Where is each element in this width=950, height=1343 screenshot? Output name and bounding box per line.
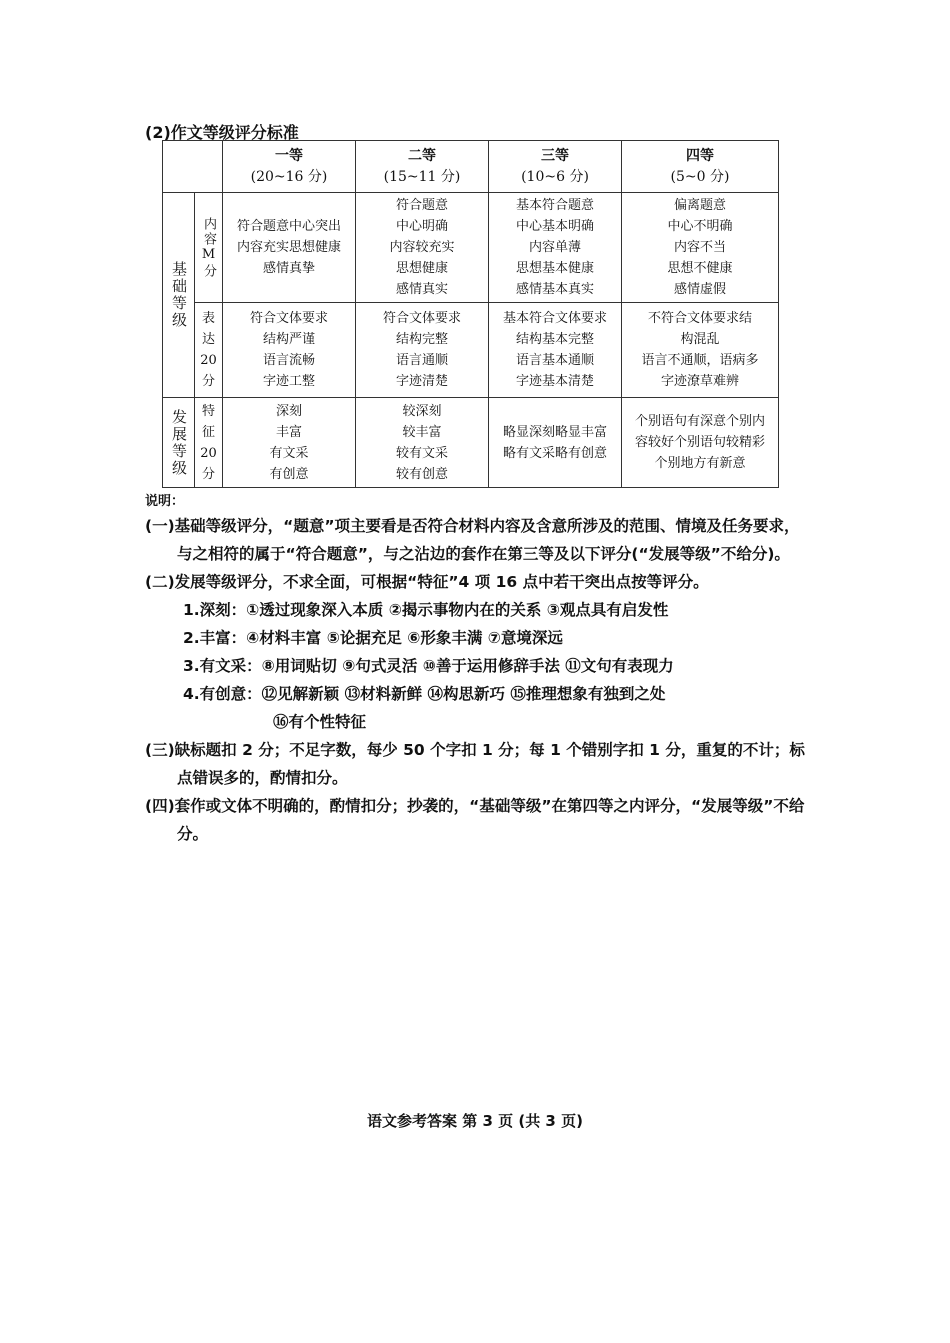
cell-line: 结构完整	[395, 332, 448, 347]
cell-line: 内容不当	[673, 240, 726, 255]
cell-line: 感情基本真实	[515, 282, 594, 297]
cell-line: 有创意	[269, 466, 309, 482]
cell-line: 中心不明确	[667, 219, 733, 234]
label-char: 20	[200, 445, 217, 461]
cell-line: 偏离题意	[673, 198, 726, 213]
content-level-4	[622, 193, 779, 303]
content-level-2	[356, 193, 489, 303]
cell-line: 较丰富	[402, 424, 442, 440]
header-level-2: 二等 (15~11 分)	[356, 141, 489, 193]
note-2-item-1: 1.深刻：①透过现象深入本质 ②揭示事物内在的关系 ③观点具有启发性	[183, 601, 669, 619]
note-2-item-3: 3.有文采：⑧用词贴切 ⑨句式灵活 ⑩善于运用修辞手法 ⑪文句有表现力	[183, 657, 674, 675]
cell-line: 感情真实	[395, 282, 448, 297]
cell-line: 字迹基本清楚	[515, 374, 594, 389]
notes-label: 说明：	[145, 494, 185, 509]
cell-line: 思想基本健康	[515, 261, 594, 276]
cell-line: 不符合文体要求结	[647, 311, 752, 326]
label-char: 征	[201, 424, 215, 440]
cell-line: 符合文体要求	[382, 311, 461, 326]
cell-line: 略有文采略有创意	[502, 445, 607, 461]
note-4: (四)套作或文体不明确的，酌情扣分；抄袭的，“基础等级”在第四等之内评分，“发展等级”不给分。	[145, 797, 805, 843]
header-level-4: 四等 (5~0 分)	[622, 141, 779, 193]
note-2-item-4: 4.有创意：⑫见解新颖 ⑬材料新鲜 ⑭构思新巧 ⑮推理想象有独到之处	[183, 685, 666, 703]
section-title: (2)作文等级评分标准	[145, 123, 299, 142]
feature-level-3	[489, 398, 622, 488]
cell-line: 内容充实思想健康	[236, 240, 341, 255]
cell-line: 个别语句有深意个别内	[634, 414, 765, 429]
header-level-3: 三等 (10~6 分)	[489, 141, 622, 193]
cell-line: 字迹工整	[262, 374, 315, 389]
label-char: 表	[201, 311, 215, 326]
label-char: 特	[201, 403, 215, 419]
note-1: (一)基础等级评分，“题意”项主要看是否符合材料内容及含意所涉及的范围、情境及任务要求，与之相符的属于“符合题意”，与之沾边的套作在第三等及以下评分(“发展等级”不给分)。	[145, 517, 800, 563]
cell-line: 内容较充实	[389, 240, 455, 255]
cell-line: 较有文采	[395, 445, 448, 461]
cell-line: 感情虚假	[673, 282, 726, 297]
cell-line: 丰富	[275, 424, 302, 440]
table-row	[163, 303, 779, 398]
cell-line: 个别地方有新意	[654, 456, 746, 471]
expression-level-4	[622, 303, 779, 398]
row-label-feature	[195, 398, 223, 488]
cell-line: 内容单薄	[528, 240, 581, 255]
note-3: (三)缺标题扣 2 分；不足字数，每少 50 个字扣 1 分；每 1 个错别字扣 1 分，重复的不计；标点错误多的，酌情扣分。	[145, 741, 805, 787]
table-header-row	[163, 141, 779, 193]
cell-line: 有文采	[269, 445, 309, 461]
cell-line: 中心基本明确	[515, 219, 594, 234]
cell-line: 思想不健康	[667, 261, 733, 276]
cell-line: 感情真挚	[262, 261, 315, 276]
cell-line: 结构基本完整	[515, 332, 594, 347]
feature-level-4	[622, 398, 779, 488]
cell-line: 语言基本通顺	[515, 353, 594, 368]
label-char: 分	[201, 466, 215, 482]
note-2-item-2: 2.丰富：④材料丰富 ⑤论据充足 ⑥形象丰满 ⑦意境深远	[183, 629, 563, 647]
corner-cell	[163, 141, 223, 193]
table-row	[163, 193, 779, 303]
cell-line: 构混乱	[680, 332, 720, 347]
label-char: 分	[201, 374, 215, 389]
group-basic-label: 基础等级	[163, 193, 195, 398]
cell-line: 结构严谨	[262, 332, 315, 347]
row-label-content: 内容M分	[195, 193, 223, 303]
content-level-3	[489, 193, 622, 303]
cell-line: 基本符合文体要求	[502, 311, 607, 326]
cell-line: 较有创意	[395, 466, 448, 482]
notes-section	[145, 512, 810, 848]
header-level-1: 一等 (20~16 分)	[223, 141, 356, 193]
cell-line: 语言不通顺，语病多	[641, 353, 759, 368]
feature-level-1	[223, 398, 356, 488]
cell-line: 深刻	[275, 403, 302, 419]
cell-line: 符合题意	[395, 198, 448, 213]
cell-line: 较深刻	[402, 403, 442, 419]
grading-table	[162, 140, 779, 488]
page-footer: 语文参考答案 第 3 页 (共 3 页)	[367, 1112, 583, 1130]
feature-level-2	[356, 398, 489, 488]
expression-level-1	[223, 303, 356, 398]
label-char: 达	[201, 332, 215, 347]
cell-line: 符合题意中心突出	[236, 219, 341, 234]
cell-line: 符合文体要求	[249, 311, 328, 326]
label-char: 20	[200, 353, 217, 368]
row-label-expression	[195, 303, 223, 398]
cell-line: 容较好个别语句较精彩	[634, 435, 765, 450]
cell-line: 思想健康	[395, 261, 448, 276]
group-dev-label: 发展等级	[163, 398, 195, 488]
cell-line: 语言流畅	[262, 353, 315, 368]
note-2: (二)发展等级评分，不求全面，可根据“特征”4 项 16 点中若干突出点按等评分。	[145, 573, 709, 591]
cell-line: 字迹潦草难辨	[660, 374, 739, 389]
note-2-item-4-cont: ⑯有个性特征	[273, 713, 367, 731]
cell-line: 字迹清楚	[395, 374, 448, 389]
expression-level-3	[489, 303, 622, 398]
cell-line: 中心明确	[395, 219, 448, 234]
cell-line: 基本符合题意	[515, 198, 594, 213]
expression-level-2	[356, 303, 489, 398]
cell-line: 语言通顺	[395, 353, 448, 368]
content-level-1	[223, 193, 356, 303]
table-row	[163, 398, 779, 488]
cell-line: 略显深刻略显丰富	[502, 424, 607, 440]
